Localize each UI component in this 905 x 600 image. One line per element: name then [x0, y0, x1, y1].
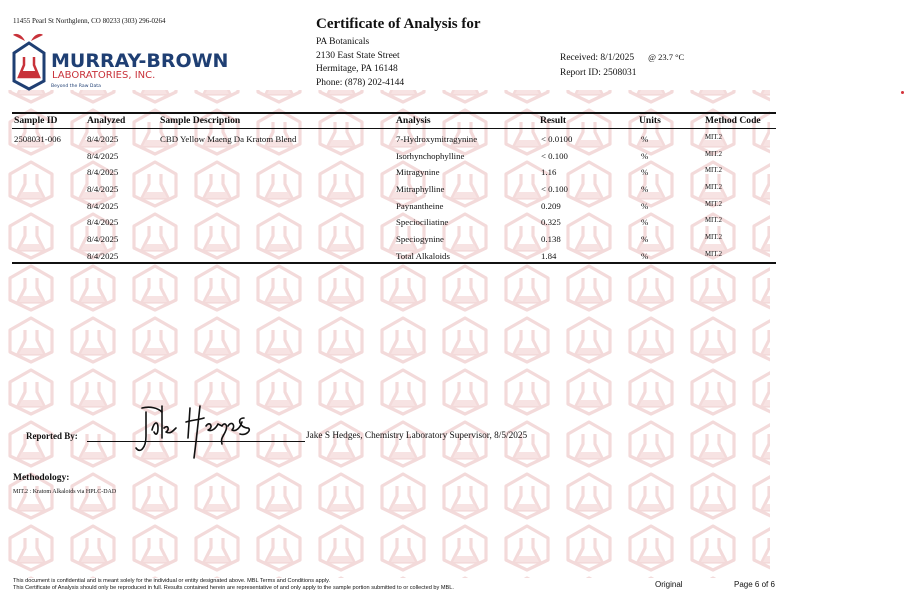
analyzed-cell: 8/4/2025 — [87, 234, 119, 244]
sample-description-cell: CBD Yellow Maeng Da Kratom Blend — [160, 134, 297, 144]
units-cell: % — [641, 201, 649, 211]
col-method: Method Code — [705, 115, 761, 126]
lab-address: 11455 Pearl St Northglenn, CO 80233 (303) 296-0264 — [13, 17, 166, 25]
units-cell: % — [641, 167, 649, 177]
method-cell: MIT.2 — [705, 251, 723, 258]
handwritten-signature — [132, 402, 252, 460]
analysis-cell: Total Alkaloids — [396, 251, 450, 261]
col-sample-id: Sample ID — [14, 115, 58, 126]
methodology-title: Methodology: — [13, 473, 70, 483]
analyzed-cell: 8/4/2025 — [87, 251, 119, 261]
logo-name: MURRAY-BROWN — [51, 50, 229, 72]
logo-subtitle: LABORATORIES, INC. — [52, 70, 156, 81]
client-phone: Phone: (878) 202-4144 — [316, 77, 405, 88]
method-cell: MIT.2 — [705, 184, 723, 191]
method-cell: MIT.2 — [705, 134, 723, 141]
lab-logo — [11, 31, 229, 91]
footer-original-label: Original — [655, 580, 683, 589]
analyzed-cell: 8/4/2025 — [87, 134, 119, 144]
received-temperature: @ 23.7 °C — [648, 52, 685, 62]
table-header-rule — [12, 128, 776, 129]
col-analysis: Analysis — [396, 115, 431, 126]
analyzed-cell: 8/4/2025 — [87, 151, 119, 161]
analyzed-cell: 8/4/2025 — [87, 184, 119, 194]
table-bottom-rule — [12, 262, 776, 264]
units-cell: % — [641, 151, 649, 161]
client-block — [316, 36, 404, 90]
col-units: Units — [639, 115, 661, 126]
method-cell: MIT.2 — [705, 217, 723, 224]
reported-by-label: Reported By: — [26, 431, 78, 441]
analysis-cell: Speciociliatine — [396, 217, 449, 227]
beaker-house-leaf-icon — [13, 34, 44, 89]
report-id: Report ID: 2508031 — [560, 67, 637, 78]
reporter-name: Jake S Hedges, Chemistry Laboratory Supervisor, 8/5/2025 — [306, 431, 528, 441]
client-street: 2130 East State Street — [316, 50, 400, 61]
col-analyzed: Analyzed — [87, 115, 126, 126]
units-cell: % — [641, 234, 649, 244]
col-description: Sample Description — [160, 115, 241, 126]
method-cell: MIT.2 — [705, 201, 723, 208]
footer-confidential-note: This document is confidential and is meant solely for the individual or entity designated above. MBL Terms and Conditions apply. — [13, 578, 331, 584]
analysis-cell: Mitraphylline — [396, 184, 445, 194]
analysis-cell: Isorhynchophylline — [396, 151, 465, 161]
client-city: Hermitage, PA 16148 — [316, 64, 398, 75]
units-cell: % — [641, 217, 649, 227]
result-cell: < 0.0100 — [541, 134, 573, 144]
methodology-item: MIT.2 : Kratom Alkaloids via HPLC-DAD — [13, 489, 117, 495]
client-name: PA Botanicals — [316, 37, 370, 47]
result-cell: 1.84 — [541, 251, 557, 261]
result-cell: 0.325 — [541, 217, 561, 227]
analyzed-cell: 8/4/2025 — [87, 201, 119, 211]
result-cell: < 0.100 — [541, 151, 568, 161]
table-top-rule — [12, 112, 776, 114]
analyzed-cell: 8/4/2025 — [87, 217, 119, 227]
units-cell: % — [641, 251, 649, 261]
analysis-cell: 7-Hydroxymitragynine — [396, 134, 478, 144]
footer-reproduction-note: This Certificate of Analysis should only be reproduced in full. Results contained herein are representative of and only apply to the sample portion submitted to or collected by MBL. — [13, 585, 454, 591]
units-cell: % — [641, 134, 649, 144]
analysis-cell: Speciogynine — [396, 234, 444, 244]
footer-page-number: Page 6 of 6 — [734, 580, 775, 589]
receipt-block — [560, 50, 684, 80]
method-cell: MIT.2 — [705, 151, 723, 158]
method-cell: MIT.2 — [705, 167, 723, 174]
analysis-cell: Paynantheine — [396, 201, 444, 211]
received-date: Received: 8/1/2025 — [560, 53, 635, 63]
logo-tagline: Beyond the Raw Data — [51, 84, 101, 89]
sample-id-cell: 2508031-006 — [14, 134, 61, 144]
analyzed-cell: 8/4/2025 — [87, 167, 119, 177]
analysis-cell: Mitragynine — [396, 167, 440, 177]
marker-dot — [901, 91, 904, 94]
result-cell: < 0.100 — [541, 184, 568, 194]
result-cell: 0.138 — [541, 234, 561, 244]
result-cell: 0.209 — [541, 201, 561, 211]
method-cell: MIT.2 — [705, 234, 723, 241]
col-result: Result — [540, 115, 567, 126]
result-cell: 1.16 — [541, 167, 557, 177]
certificate-title: Certificate of Analysis for — [316, 16, 481, 32]
units-cell: % — [641, 184, 649, 194]
